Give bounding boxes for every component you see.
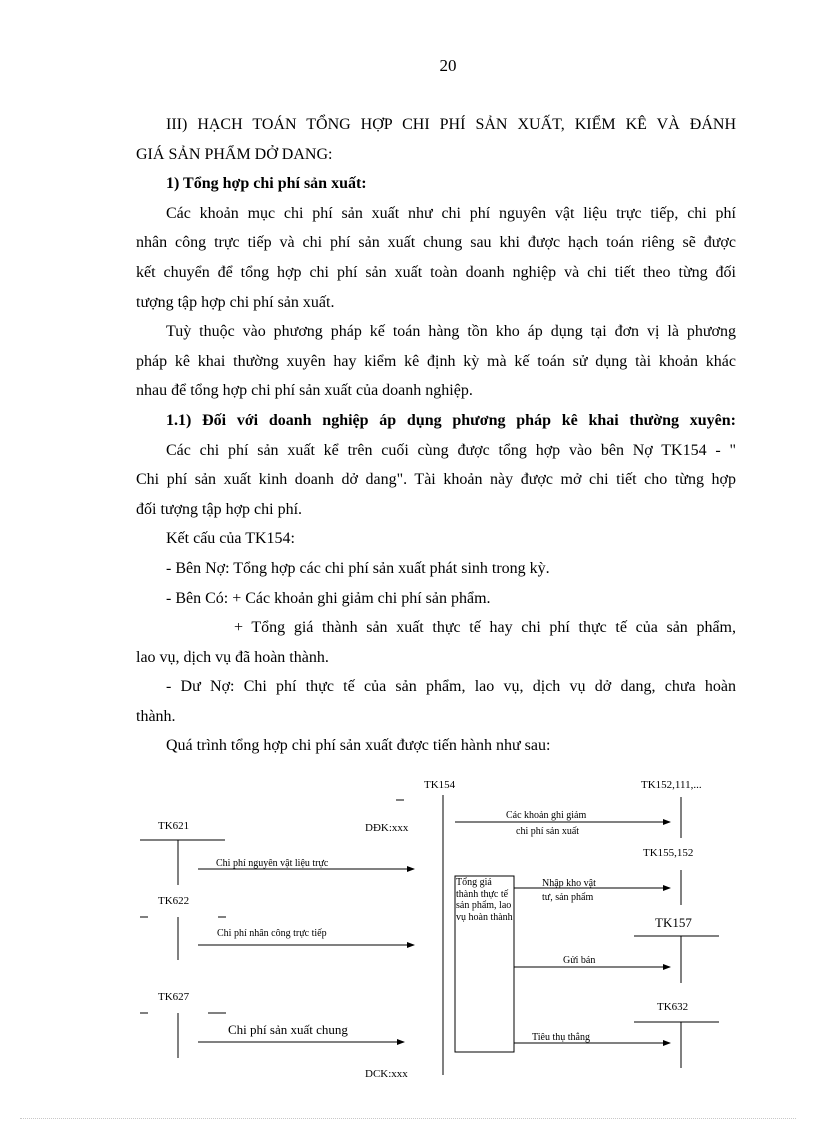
tk622-label: TK622 [158, 895, 190, 907]
para3-line2: Chi phí sản xuất kinh doanh dở dang". Tài khoản này được mở chi tiết cho từng hợp [136, 471, 736, 489]
tk632-label: TK632 [657, 1001, 689, 1013]
closing-balance: DCK:xxx [365, 1068, 408, 1080]
tk152-label: TK152,111,... [641, 779, 702, 791]
para3-line1: Các chi phí sản xuất kể trên cuối cùng được tổng hợp vào bên Nợ TK154 - " [166, 441, 736, 459]
para2-line1: Tuỳ thuộc vào phương pháp kế toán hàng tồn kho áp dụng tại đơn vị là phương [166, 323, 736, 341]
send-label: Gửi bán [563, 955, 596, 966]
para2-line2: pháp kê khai thường xuyên hay kiểm kê định kỳ mà kế toán sử dụng tài khoản khác [136, 352, 736, 370]
para2-line3: nhau để tổng hợp chi phí sản xuất của doanh nghiệp. [136, 382, 473, 400]
para3-line3: đối tượng tập hợp chi phí. [136, 500, 303, 518]
tk621-label: TK621 [158, 820, 190, 832]
para1-line4: tượng tập hợp chi phí sản xuất. [136, 293, 335, 311]
warehouse-label: Nhập kho vật [542, 878, 596, 889]
subheading-1: 1) Tổng hợp chi phí sản xuất: [166, 175, 367, 193]
tk154-label: TK154 [424, 779, 456, 791]
general-cost-label: Chi phí sản xuất chung [228, 1022, 348, 1037]
credit-line-2a: + Tổng giá thành sản xuất thực tế hay chi phí thực tế của sản phẩm, [234, 619, 736, 637]
credit-line: - Bên Có: + Các khoản ghi giảm chi phí sản phẩm. [166, 589, 491, 607]
footer-rule [20, 1118, 796, 1119]
balance-line-a: - Dư Nợ: Chi phí thực tế của sản phẩm, lao vụ, dịch vụ dở dang, chưa hoàn [166, 678, 736, 696]
para1-line3: kết chuyển để tổng hợp chi phí sản xuất toàn doanh nghiệp và chi tiết theo từng đối [136, 263, 736, 281]
tk157-label: TK157 [655, 915, 692, 930]
warehouse-label-2: tư, sản phẩm [542, 892, 594, 903]
direct-sale-label: Tiêu thụ thẳng [532, 1032, 590, 1043]
reduce-label: Các khoản ghi giảm [506, 810, 587, 821]
reduce-label-2: chi phí sản xuất [516, 826, 580, 837]
credit-line-2b: lao vụ, dịch vụ đã hoàn thành. [136, 648, 329, 666]
para1-line2: nhân công trực tiếp và chi phí sản xuất chung sau khi được hạch toán riêng sẽ được [136, 234, 736, 252]
tk155-label: TK155,152 [643, 847, 694, 859]
para1-line1: Các khoản mục chi phí sản xuất như chi phí nguyên vật liệu trực tiếp, chi phí [166, 204, 736, 222]
structure-title: Kết cấu của TK154: [166, 530, 295, 548]
section-heading-line2: GIÁ SẢN PHẨM DỞ DANG: [136, 145, 333, 163]
balance-line-b: thành. [136, 707, 176, 725]
page-number: 20 [439, 56, 457, 75]
material-cost-label: Chi phí nguyên vật liệu trực [216, 858, 329, 869]
tk627-label: TK627 [158, 991, 190, 1003]
section-heading-line1: III) HẠCH TOÁN TỔNG HỢP CHI PHÍ SẢN XUẤT, KIỂM KÊ VÀ ĐÁNH [166, 116, 736, 133]
debit-line: - Bên Nợ: Tổng hợp các chi phí sản xuất phát sinh trong kỳ. [166, 559, 550, 577]
labor-cost-label: Chi phí nhân công trực tiếp [217, 928, 327, 939]
subheading-2: 1.1) Đối với doanh nghiệp áp dụng phương pháp kê khai thường xuyên: [166, 411, 736, 429]
completed-cost-text: Tổng giá thành thực tế sản phẩm, lao vụ hoàn thành [456, 877, 513, 923]
process-line: Quá trình tổng hợp chi phí sản xuất được tiến hành như sau: [166, 737, 551, 755]
opening-balance: DĐK:xxx [365, 822, 409, 834]
